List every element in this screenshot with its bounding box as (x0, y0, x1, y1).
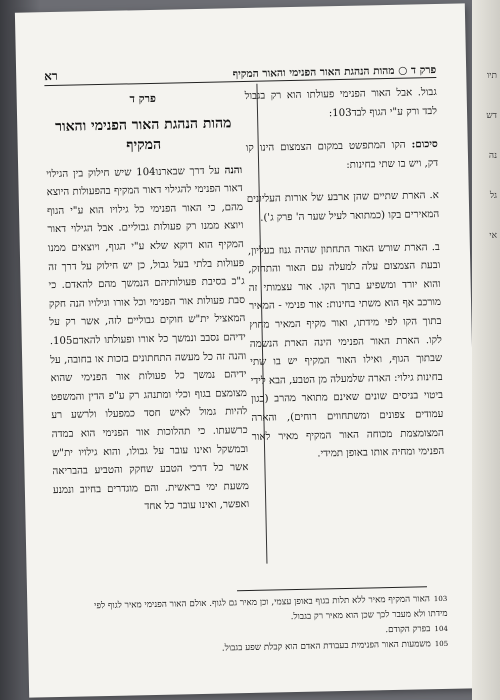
running-header (44, 56, 436, 84)
footnote-rule (237, 586, 427, 591)
book-page (15, 3, 479, 697)
right-column (245, 84, 445, 480)
edge-fragment: תיו (486, 71, 497, 81)
footnote-number: 105 (434, 639, 449, 649)
footnote-text: בפרק הקודם. (385, 624, 431, 636)
footnotes (87, 592, 448, 660)
page-number: רא (44, 68, 58, 84)
footnote-text: האור המקיף מאיר ללא תלות בגוף באופן עצמי, וכן מאיר גם לגוף. אולם האור הפנימי מאיר לגוף לפי מידתו ולא מעבר לכך שכן הוא מאיר רק בגבול. (94, 594, 448, 623)
edge-fragment: גל (489, 191, 497, 201)
point-a: א. הארת שתיים שהן ארבע של אורות העליונים המאירים בקו (כמתואר לעיל שער ה' פרק ג'). (246, 190, 440, 224)
chapter-label: פרק ד (129, 91, 157, 106)
body-lead-word: והנה (224, 163, 243, 177)
edge-fragment: דש (486, 111, 497, 121)
summary-paragraph (246, 135, 439, 177)
body-text: על דרך שבארנו104 שיש חילוק בין הגילוי דאור הפנימי להגילוי דאור המקיף בהפעולות היוצא מהם, כי האור הפנימי כל גילויו הוא ע"י הגוף ויוצא ממנו רק פעולות גבוליים. אבל הגילוי דאור המקיף הוא דוקא שלא ע"י הגוף, ויוצאים ממנו פעולות בלתי בעל גבול, כן יש חילוק על דרך זה ג"כ בסיבת פעולותיהם הנמשך מהם להאדם. כי סבת פעולות אור הפנימי וכל אורו וגילויו הנה חקק המאציל ית"ש חוקים גבוליים לזה, אשר רק על ידיהם נסבב ונמשך כל אורו ופעולתו להאדם105. והנה זה כל מעשה התחתונים בזכות או בחובה, על ידיהם נמשך כל פעולות אור הפנימי שהוא מצומצם בגוף וכלי ומתנהג רק ע"פ הדין והמשפט להיות גמול לאיש חסד כמפעלו ולרשע רע כרשעתו. כי תהלוכות אור הפנימי הוא במדה ובמשקל ואינו עובר על גבולו, והוא גילויו ית"ש אשר כל דרכי הטבע שחקק והטביע בהבריאה משעת ימי בראשית. והם מוגדרים בחיוב ונמנע ואפשר, ואינו עובר כל אחד (46, 165, 250, 513)
footnote-text: משמעות האור הפנימית בעבודת האדם הוא קבלת שפע בגבול. (221, 639, 431, 654)
chapter-title: מהות הנהגת האור הפנימי והאור המקיף (54, 114, 232, 154)
running-title: פרק ד ○ מהות הנהגת האור הפנימי והאור המקיף (232, 63, 437, 81)
left-column (45, 88, 250, 533)
next-page-edge (472, 0, 500, 700)
footnote-number: 103 (433, 594, 448, 604)
chapter-body (46, 161, 249, 519)
paragraph: גבול. אבל האור הפנימי פעולתו הוא רק בגבול לבד ורק ע"י הגוף לבד103: (244, 86, 438, 119)
edge-fragment: אי (489, 231, 497, 241)
summary-text: הקו המתפשט במקום הצמצום הינו קו דק, ויש בו שתי בחינות: (245, 139, 439, 171)
edge-fragment: נה (488, 151, 497, 161)
footnote-number: 104 (434, 624, 448, 634)
point-b: ב. הארת שורש האור התחתון שהיה גנוז בעליון, ובעת הצמצום עלה למעלה עם האור והתחזק, והוא יורד ומשפיע בתוך הקו. אור עצמותי זה מורכב אף הוא משתי בחינות: אור פנימי - המאיר בתוך הקו לפי מידתו, ואור מקיף המאיר מחוץ לקו. הארת האור הפנימי הינה הארת הנשמה שבתוך הגוף, ואילו האור המקיף יש בו שתי בחינות גילוי: הארה שלמעלה מן הטבע, הבא לידי ביטוי בניסים שונים שאינם מתואר מהרב (כגון עמודים צפונים ומשתחווים רוחים), והארה המצומצמת מכוחה האור המקיף מאיר לאור הפנימי ומחיה אותו באופן תמידי. (247, 241, 445, 460)
summary-label: סיכום: (411, 138, 438, 151)
